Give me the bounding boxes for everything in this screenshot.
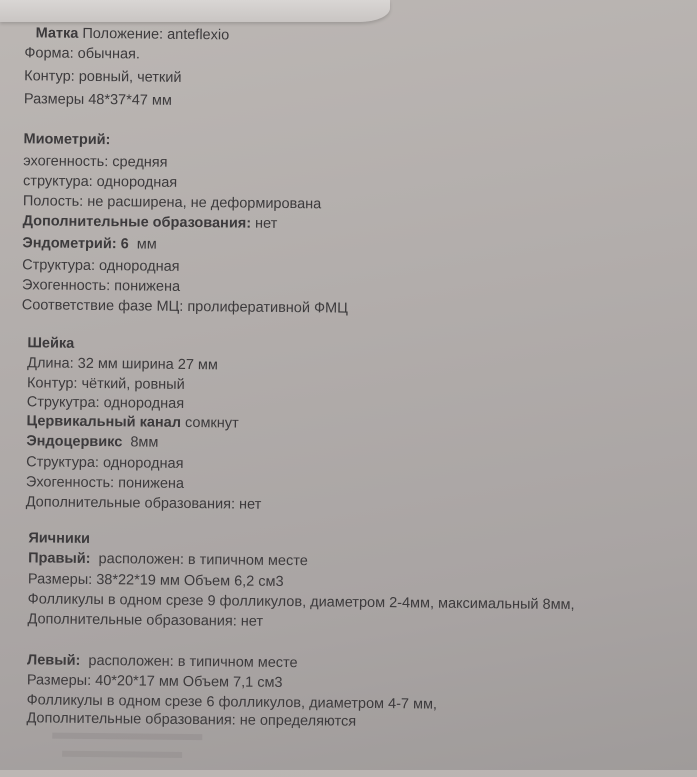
cervical-canal-value: сомкнут	[184, 414, 239, 432]
endometrium-echo: Эхогенность: понижена	[21, 277, 181, 295]
cervix-contour: Контур: чёткий, ровный	[26, 375, 185, 393]
myometrium-extra-label: Дополнительные образования:	[22, 213, 252, 232]
cavity-status: Полость: не расширена, не деформирована	[22, 193, 322, 213]
left-ovary-label: Левый:	[27, 652, 81, 669]
cervix-title: Шейка	[27, 335, 75, 352]
show-through-mark	[52, 733, 202, 753]
cervical-canal	[26, 413, 238, 432]
endometrium-unit: мм	[136, 236, 157, 253]
cervix-extra: Дополнительные образования: нет	[25, 494, 262, 513]
endocervix-echo: Эхогенность: понижена	[25, 474, 185, 492]
myometrium-extra-value: нет	[255, 215, 278, 232]
show-through-mark	[62, 751, 182, 768]
left-ovary-follicles: Фолликулы в одном срезе 6 фолликулов, диаметром 4-7 мм,	[26, 692, 438, 713]
endocervix-label: Эндоцервикс	[26, 433, 123, 451]
cervix-structure: Струкутра: однородная	[26, 394, 185, 412]
endometrium-label: Эндометрий:	[22, 235, 117, 253]
endocervix-value: 8мм	[130, 434, 159, 451]
uterus-header	[36, 25, 230, 44]
myometrium-extra	[23, 213, 278, 233]
cervical-canal-label: Цервикальный канал	[26, 413, 182, 431]
myometrium-echo: эхогенность: средняя	[23, 153, 168, 171]
uterus-position: Положение: anteflexio	[82, 25, 230, 44]
endometrium-line	[22, 235, 156, 253]
left-ovary-size: Размеры: 40*20*17 мм Объем 7,1 см3	[26, 672, 283, 691]
ovaries-title: Яичники	[28, 530, 91, 547]
uterus-size: Размеры 48*37*47 мм	[23, 91, 172, 109]
uterus-shape: Форма: обычная.	[24, 45, 141, 63]
right-ovary-follicles: Фолликулы в одном срезе 9 фолликулов, диаметром 2-4мм, максимальный 8мм,	[27, 591, 575, 614]
uterus-title: Матка	[35, 25, 79, 42]
right-ovary-label: Правый:	[28, 550, 91, 567]
endocervix	[26, 433, 158, 451]
myometrium-structure: структура: однородная	[23, 173, 178, 191]
left-ovary-extra: Дополнительные образования: не определяются	[26, 710, 357, 730]
uterus-contour: Контур: ровный, четкий	[24, 68, 182, 86]
right-ovary-extra: Дополнительные образования: нет	[27, 611, 264, 630]
cycle-phase: Соответствие фазе МЦ: пролиферативной ФМЦ	[21, 297, 348, 317]
right-ovary-location	[28, 550, 308, 570]
endometrium-value: 6	[120, 236, 129, 253]
endometrium-structure: Структура: однородная	[22, 257, 180, 275]
right-ovary-size: Размеры: 38*22*19 мм Объем 6,2 см3	[27, 571, 284, 591]
left-ovary-location	[27, 652, 298, 672]
endocervix-structure: Структура: однородная	[26, 454, 184, 472]
myometrium-title: Миометрий:	[23, 131, 111, 149]
left-ovary-location-value: расположен: в типичном месте	[88, 652, 298, 672]
cervix-length: Длина: 32 мм ширина 27 мм	[27, 355, 219, 374]
right-ovary-location-value: расположен: в типичном месте	[98, 551, 308, 570]
